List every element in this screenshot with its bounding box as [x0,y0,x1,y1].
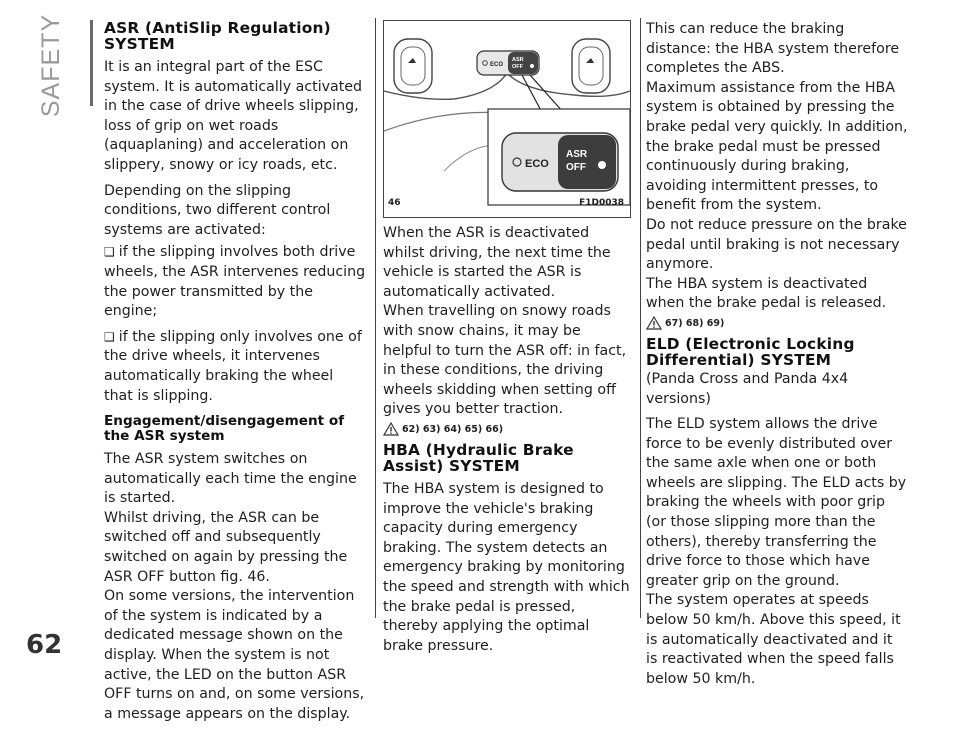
figure-46 [383,20,631,218]
warning-triangle-icon [646,316,662,330]
eco-text: ECO [525,158,549,170]
asr-text: ASR [566,149,588,160]
asr-auto-on: The ASR system switches on automatically each time the engine is started. [104,451,357,507]
hba-keep-pressure: Do not reduce pressure on the brake pedal until braking is not necessary anymore. [646,216,907,273]
asr-indication: On some versions, the intervention of the system is indicated by a dedicated message shown on the display. When the system is not active, the LED on the button ASR OFF turns on and, on some versions, a message appears on the display. [104,588,365,722]
small-asr-text: ASR [512,57,524,63]
asr-snow-chains: When travelling on snowy roads with snow chains, it may be helpful to turn the ASR off: in fact, in these conditions, the driving wheels skidding when setting off gives you better traction. [383,303,627,418]
off-text: OFF [566,162,586,173]
hba-heading: HBA (Hydraulic Brake Assist) SYSTEM [383,440,574,475]
warning-refs-hba: 67) 68) 69) [646,316,908,330]
asr-intro: It is an integral part of the ESC system. It is automatically activated in the case of drive wheels slipping, loss of grip on wet roads (aquaplaning) and acceleration on slippery, snowy or icy roads, etc. [104,59,363,173]
asr-bullet-one-wheel: ❑ if the slipping only involves one of the drive wheels, it intervenes automatically braking the wheel that is slipping. [104,328,366,406]
asr-reactivation: When the ASR is deactivated whilst driving, the next time the vehicle is started the ASR is automatically activated. [383,225,611,300]
small-off-text: OFF [512,64,523,70]
small-eco-text: ECO [490,62,504,68]
column-divider-2 [640,18,641,618]
page-number: 62 [26,630,63,660]
hba-deactivation: The HBA system is deactivated when the brake pedal is released. [646,275,887,312]
column-hba [383,20,631,662]
eld-speed-range: The system operates at speeds below 50 km/h. Above this speed, it is automatically deactivated and it is reactivated when the speed falls below 50 km/h. [646,592,901,687]
column-asr [104,20,366,730]
eld-heading: ELD (Electronic Locking Differential) SYSTEM [646,334,855,369]
warning-triangle-icon [383,422,399,436]
hba-max-assistance: Maximum assistance from the HBA system is obtained by pressing the brake pedal very quickly. In addition, the brake pedal must be pressed continuously during braking, avoiding intermittent presses, to benefit from the system. [646,79,908,214]
hba-description: The HBA system is designed to improve the vehicle's braking capacity during emergency braking. The system detects an emergency braking by monitoring the speed and strength with which the brake pedal is pressed, thereby applying the optimal brake pressure. [383,480,630,654]
column-divider-1 [375,18,376,618]
hba-braking-distance: This can reduce the braking distance: the HBA system therefore completes the ABS. [646,21,900,77]
asr-button-illustration [384,21,630,217]
eld-versions: (Panda Cross and Panda 4x4 versions) [646,370,849,407]
column-hba-eld [646,20,908,695]
asr-conditions: Depending on the slipping conditions, two different control systems are activated: [104,182,331,238]
asr-toggle: Whilst driving, the ASR can be switched off and subsequently switched on again by pressing the ASR OFF button fig. 46. [104,509,348,585]
asr-heading: ASR (AntiSlip Regulation) SYSTEM [104,19,331,53]
warning-refs-asr: 62) 63) 64) 65) 66) [383,422,631,436]
figure-number: 46 [388,198,401,209]
eld-description: The ELD system allows the drive force to be evenly distributed over the same axle when one or both wheels are slipping. The ELD acts by braking the wheels with poor grip (or those slipping more than the others), thereby transferring the drive force to those which have greater grip on the ground. [646,416,907,589]
asr-engagement-heading: Engagement/disengagement of the ASR system [104,413,345,445]
figure-code: F1D0038 [579,198,624,209]
section-tab: SAFETY [37,13,66,117]
asr-bullet-both-wheels: ❑ if the slipping involves both drive wheels, the ASR intervenes reducing the power transmitted by the engine; [104,243,366,321]
section-tab-rule [90,20,93,106]
asr-led [598,161,606,169]
